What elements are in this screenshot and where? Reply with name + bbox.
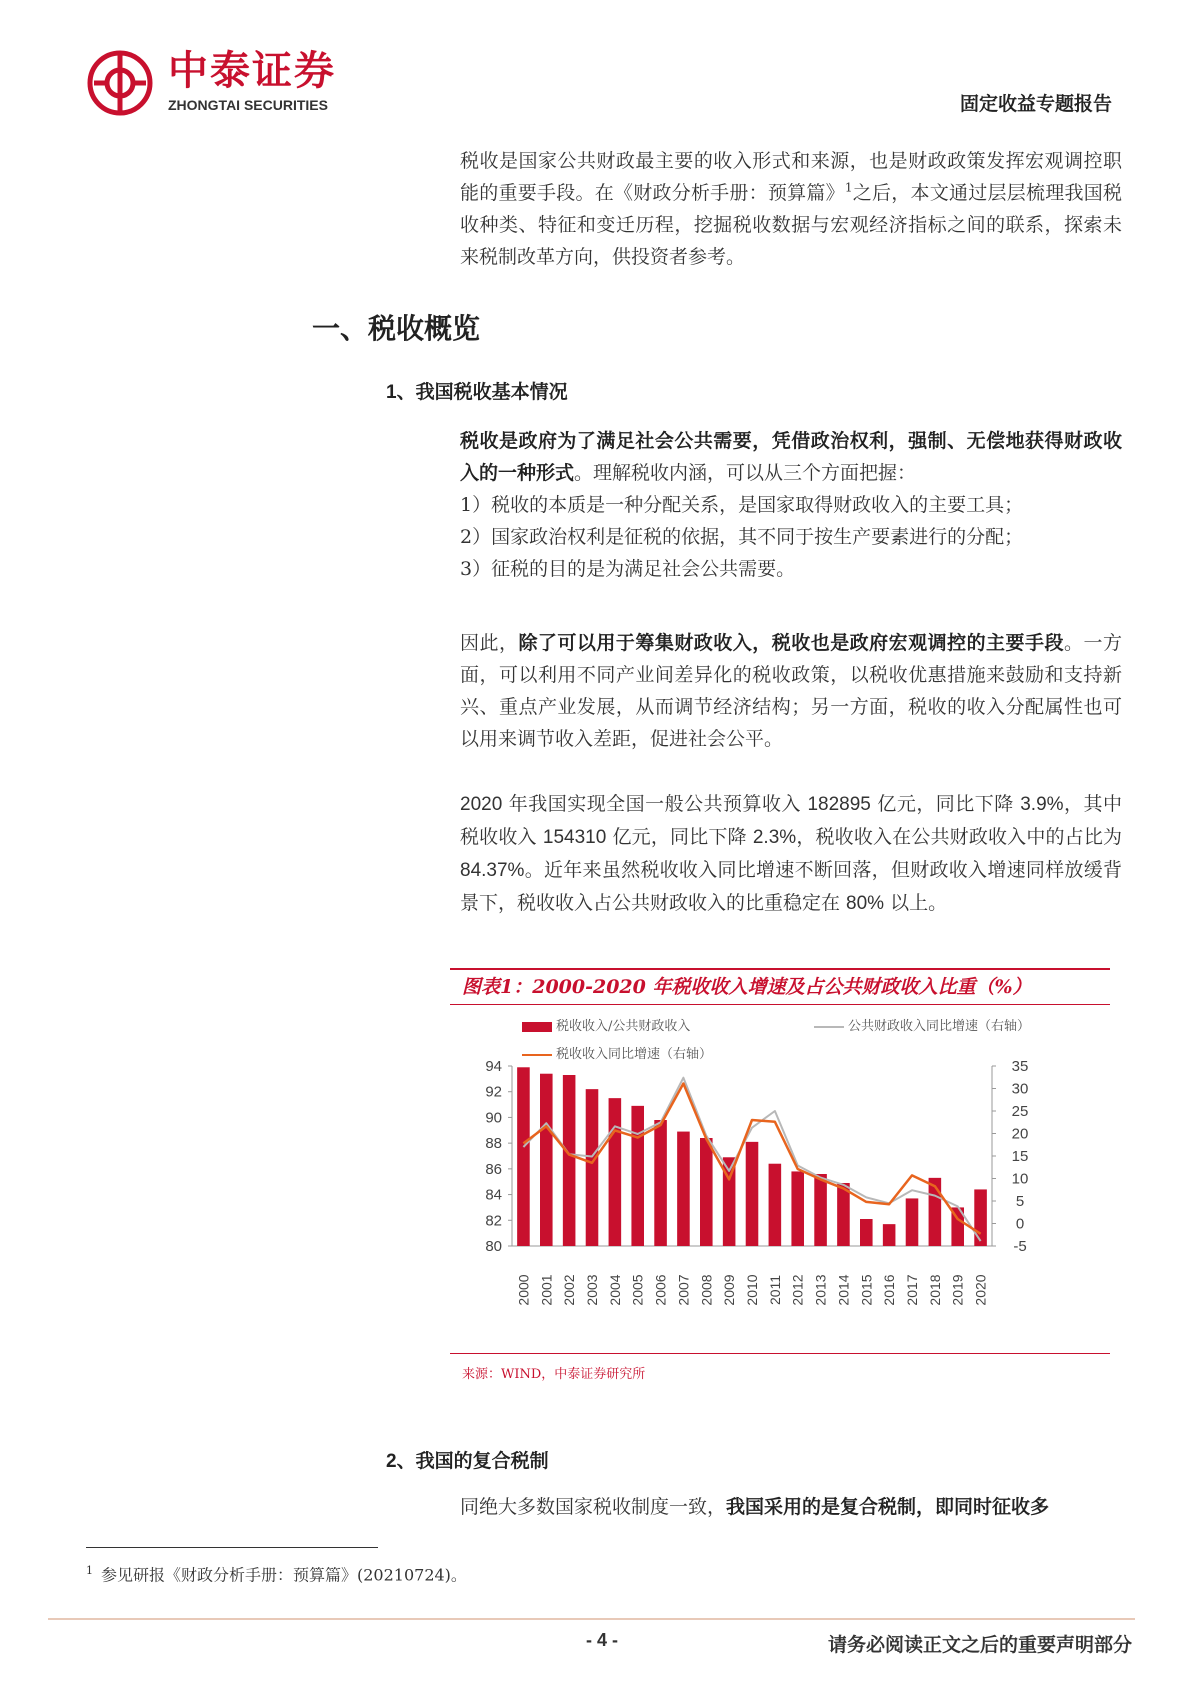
x-tick-label: 2019 (949, 1274, 966, 1306)
bar (791, 1171, 804, 1246)
figure-title: 图表1：2000-2020 年税收收入增速及占公共财政收入比重（%） (462, 976, 1032, 998)
right-tick-label: 10 (1011, 1170, 1029, 1188)
company-logo-icon (86, 49, 154, 117)
bar (540, 1074, 553, 1246)
x-tick-label: 2006 (652, 1274, 669, 1306)
intro-paragraph: 税收是国家公共财政最主要的收入形式和来源，也是财政政策发挥宏观调控职能的重要手段。在《财政分析手册：预算篇》$^1$之后，本文通过层层梳理我国税收种类、特征和变迁历程，挖掘税收数据与宏观经济指标之间的联系，探索未来税制改革方向，供投资者参考。 (460, 150, 1122, 268)
regulation-paragraph: 因此，除了可以用于筹集财政收入，税收也是政府宏观调控的主要手段。一方面，可以利用不同产业间差异化的税收政策，以税收优惠措施来鼓励和支持新兴、重点产业发展，从而调节经济结构；另一方面，税收的收入分配属性也可以用来调节收入差距，促进社会公平。 (460, 632, 1122, 750)
subsection-heading: 2、我国的复合税制 (386, 1450, 549, 1472)
page-number: - 4 - (586, 1630, 619, 1650)
footnote: $^1$ 参见研报《财政分析手册：预算篇》(20210724)。 (86, 1564, 467, 1585)
x-tick-label: 2003 (584, 1274, 600, 1306)
bar (586, 1089, 599, 1246)
x-tick-label: 2010 (744, 1274, 760, 1306)
x-tick-label: 2005 (629, 1274, 646, 1306)
x-tick-label: 2000 (515, 1274, 532, 1306)
bar (631, 1106, 644, 1246)
legend-swatch (814, 1026, 844, 1028)
footnote-ref[interactable]: 1 (844, 180, 853, 195)
legend-swatch (522, 1022, 552, 1032)
figure-top-rule (450, 968, 1110, 970)
x-tick-label: 2017 (904, 1274, 920, 1306)
x-tick-label: 2018 (926, 1274, 943, 1306)
left-tick-label: 92 (485, 1083, 502, 1101)
bar (769, 1164, 782, 1246)
right-tick-label: 25 (1011, 1103, 1029, 1120)
bar (563, 1075, 576, 1246)
bar (654, 1120, 667, 1246)
right-tick-label: 35 (1011, 1058, 1029, 1075)
right-tick-label: 30 (1011, 1080, 1029, 1098)
figure-bottom-rule (450, 1353, 1110, 1354)
bar (883, 1224, 896, 1246)
bar (974, 1189, 987, 1246)
x-tick-label: 2015 (858, 1274, 875, 1306)
bar (609, 1098, 622, 1246)
logo-text-cn: 中泰证券 (168, 48, 336, 94)
footer-rule (48, 1618, 1135, 1620)
figure-source: 来源：WIND，中泰证券研究所 (462, 1367, 646, 1382)
compound-tax-paragraph: 同绝大多数国家税收制度一致，我国采用的是复合税制，即同时征收多 (460, 1496, 1050, 1518)
legend-item-bar: 税收收入/公共财政收入 (522, 1018, 690, 1036)
bar (517, 1067, 530, 1246)
footnote-rule (86, 1547, 378, 1548)
right-tick-label: 20 (1011, 1125, 1029, 1143)
left-tick-label: 90 (485, 1109, 502, 1127)
x-tick-label: 2013 (812, 1274, 829, 1306)
section-heading: 一、税收概览 (312, 312, 481, 345)
left-tick-label: 86 (485, 1160, 502, 1178)
bar (700, 1138, 713, 1246)
right-tick-label: 0 (1015, 1215, 1025, 1233)
x-tick-label: 2012 (789, 1274, 806, 1306)
right-tick-label: 15 (1011, 1148, 1029, 1165)
definition-paragraph: 税收是政府为了满足社会公共需要，凭借政治权利，强制、无偿地获得财政收入的一种形式。理解税收内涵，可以从三个方面把握： 1）税收的本质是一种分配关系，是国家取得财政收入的主要工具； 2）国家政治权利是征税的依据，其不同于按生产要素进行的分配； 3）征税的目的是为满足社会公共需要。 (460, 430, 1122, 580)
x-tick-label: 2008 (698, 1274, 715, 1306)
left-tick-label: 82 (485, 1212, 502, 1230)
left-tick-label: 88 (485, 1135, 502, 1153)
right-tick-label: 5 (1015, 1193, 1025, 1210)
legend-item-gray-line: 公共财政收入同比增速（右轴） (814, 1018, 1030, 1036)
x-tick-label: 2004 (606, 1274, 623, 1306)
list-item: 2）国家政治权利是征税的依据，其不同于按生产要素进行的分配； (460, 526, 1024, 548)
x-tick-label: 2016 (881, 1274, 898, 1306)
subsection-heading: 1、我国税收基本情况 (386, 381, 568, 403)
x-tick-label: 2001 (538, 1274, 555, 1306)
x-tick-label: 2007 (675, 1274, 692, 1306)
bar (677, 1132, 690, 1246)
disclaimer: 请务必阅读正文之后的重要声明部分 (827, 1634, 1132, 1656)
bar (906, 1198, 919, 1246)
left-tick-label: 80 (485, 1238, 502, 1255)
x-tick-label: 2011 (766, 1274, 783, 1306)
figure (450, 968, 1110, 1388)
figure-title-rule (450, 1004, 1110, 1005)
chart-plot (450, 1053, 1110, 1351)
left-tick-label: 84 (485, 1186, 502, 1204)
bar (814, 1174, 827, 1246)
legend-item-orange-line: 税收收入同比增速（右轴） (522, 1046, 712, 1064)
logo-text-en: ZHONGTAI SECURITIES (168, 97, 328, 113)
report-type: 固定收益专题报告 (959, 93, 1112, 115)
bar (746, 1142, 759, 1246)
left-tick-label: 94 (485, 1058, 502, 1075)
x-tick-label: 2009 (721, 1274, 738, 1306)
list-item: 3）征税的目的是为满足社会公共需要。 (460, 558, 796, 580)
x-tick-label: 2014 (835, 1274, 852, 1306)
list-item: 1）税收的本质是一种分配关系，是国家取得财政收入的主要工具； (460, 494, 1024, 516)
bar (860, 1219, 873, 1246)
right-tick-label: -5 (1013, 1238, 1027, 1255)
statistics-paragraph: 2020 年我国实现全国一般公共预算收入 182895 亿元，同比下降 3.9%，其中税收收入 154310 亿元，同比下降 2.3%，税收收入在公共财政收入中的占比为 84.37%。近年来虽然税收收入同比增速不断回落，但财政收入增速同样放缓背景下，税收收入占公共财政收入的比重稳定在 80% 以上。 (460, 793, 1122, 914)
x-tick-label: 2002 (561, 1274, 578, 1306)
x-tick-label: 2020 (972, 1274, 989, 1306)
